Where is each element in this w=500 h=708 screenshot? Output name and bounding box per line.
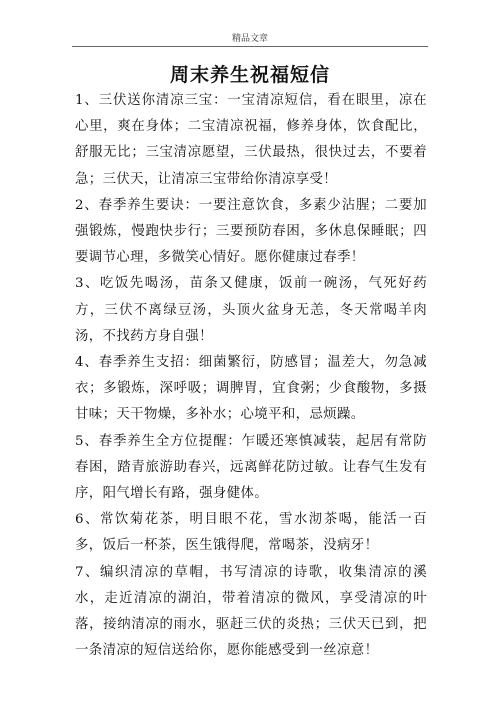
document-title: 周末养生祝福短信	[169, 64, 330, 86]
paragraph-item-7: 7、编织清凉的草帽，书写清凉的诗歌，收集清凉的溪水，走近清凉的湖泊，带着清凉的微风，享受清凉的叶落，接纳清凉的雨水，驱赶三伏的炎热；三伏天已到，把一条清凉的短信送给你，愿你能感受到一丝凉意！	[75, 564, 427, 659]
header-divider	[72, 46, 428, 47]
paragraph-item-5: 5、春季养生全方位提醒：乍暖还寒慎减装，起居有常防春困，踏青旅游助春兴，远离鲜花防过敏。让春气生发有序，阳气增长有路，强身健体。	[75, 433, 427, 502]
paragraph-item-2: 2、春季养生要诀：一要注意饮食，多素少沾腥；二要加强锻炼，慢跑快步行；三要预防春困，多休息保睡眠；四要调节心理，多微笑心情好。愿你健康过春季！	[75, 197, 427, 266]
document-body	[75, 88, 427, 664]
header-label: 精品文章	[231, 34, 268, 44]
page-header	[0, 0, 500, 46]
paragraph-item-6: 6、常饮菊花茶，明目眼不花，雪水沏茶喝，能活一百多，饭后一杯茶，医生饿得爬，常喝茶，没病牙！	[75, 512, 427, 554]
paragraph-item-4: 4、春季养生支招：细菌繁衍，防感冒；温差大，勿急减衣；多锻炼，深呼吸；调脾胃，宜食粥；少食酸物，多摄甘味；天干物燥，多补水；心境平和，忌烦躁。	[75, 355, 427, 423]
paragraph-item-3: 3、吃饭先喝汤，苗条又健康，饭前一碗汤，气死好药方，三伏不离绿豆汤，头顶火盆身无恙，冬天常喝羊肉汤，不找药方身自强！	[75, 276, 427, 344]
paragraph-item-1: 1、三伏送你清凉三宝：一宝清凉短信，看在眼里，凉在心里，爽在身体；二宝清凉祝福，修养身体，饮食配比，舒服无比；三宝清凉愿望，三伏最热，很快过去，不要着急；三伏天，让清凉三宝带给你清凉享受！	[75, 93, 427, 187]
